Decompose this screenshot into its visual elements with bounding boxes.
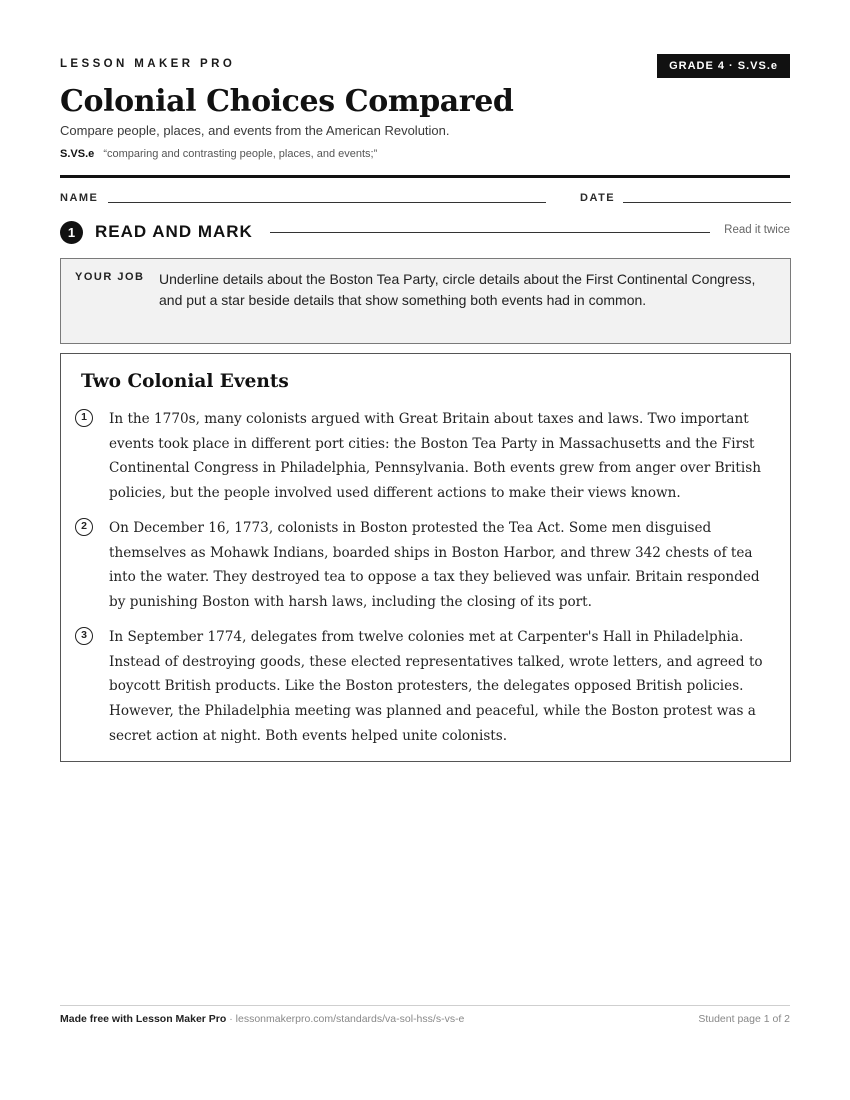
- date-field[interactable]: [623, 202, 791, 203]
- standard-text: “comparing and contrasting people, places, and events;”: [103, 148, 378, 160]
- passage-title: Two Colonial Events: [81, 371, 289, 392]
- footer-credit: [60, 1013, 464, 1025]
- paragraph-text: On December 16, 1773, colonists in Boston protested the Tea Act. Some men disguised themselves as Mohawk Indians, boarded ships in Boston Harbor, and threw 342 chests of tea into the water. They destroyed tea to oppose a tax they believed was unfair. Britain responded by punishing Boston with harsh laws, including the closing of its port.: [109, 520, 760, 611]
- section-divider: [270, 232, 710, 233]
- paragraph-number-badge: 1: [75, 409, 93, 427]
- date-label: DATE: [580, 192, 616, 204]
- section-title: READ AND MARK: [95, 222, 253, 241]
- name-label: NAME: [60, 192, 99, 204]
- your-job-instructions: Underline details about the Boston Tea Party, circle details about the First Continental Congress, and put a star beside details that show something both events had in common.: [159, 271, 756, 308]
- paragraph-text: In the 1770s, many colonists argued with Great Britain about taxes and laws. Two important events took place in different port cities: the Boston Tea Party in Massachusetts and the First Continental Congress in Philadelphia, Pennsylvania. Both events grew from anger over British policies, but the people involved used different actions to make their views known.: [109, 411, 761, 502]
- footer-divider: [60, 1005, 790, 1006]
- standard-code: S.VS.e: [60, 148, 95, 160]
- paragraph-number-badge: 2: [75, 518, 93, 536]
- page-subtitle: Compare people, places, and events from the American Revolution.: [60, 123, 450, 138]
- footer-url[interactable]: lessonmakerpro.com/standards/va-sol-hss/s-vs-e: [235, 1013, 465, 1025]
- paragraph-text: In September 1774, delegates from twelve colonies met at Carpenter's Hall in Philadelphia. Instead of destroying goods, these elected representatives talked, wrote letters, and agreed to boycott British products. Like the Boston protesters, the delegates opposed British policies. However, the Philadelphia meeting was planned and peaceful, while the Boston protest was a secret action at night. Both events helped unite colonists.: [109, 629, 763, 744]
- your-job-label: YOUR JOB: [75, 271, 145, 283]
- section-note: Read it twice: [724, 224, 790, 236]
- standard-line: [60, 148, 377, 160]
- brand-name: LESSON MAKER PRO: [60, 58, 236, 70]
- footer-page-number: Student page 1 of 2: [698, 1013, 790, 1025]
- page-title: Colonial Choices Compared: [60, 84, 514, 119]
- header-divider: [60, 175, 790, 178]
- footer-made-with: Made free with Lesson Maker Pro: [60, 1013, 227, 1025]
- section-number-badge: 1: [60, 221, 83, 244]
- footer-separator: ·: [226, 1013, 236, 1025]
- grade-badge: GRADE 4 · S.VS.e: [657, 54, 790, 78]
- paragraph-number-badge: 3: [75, 627, 93, 645]
- your-job-box: [60, 258, 791, 344]
- reading-passage: [60, 353, 791, 762]
- name-field[interactable]: [108, 202, 546, 203]
